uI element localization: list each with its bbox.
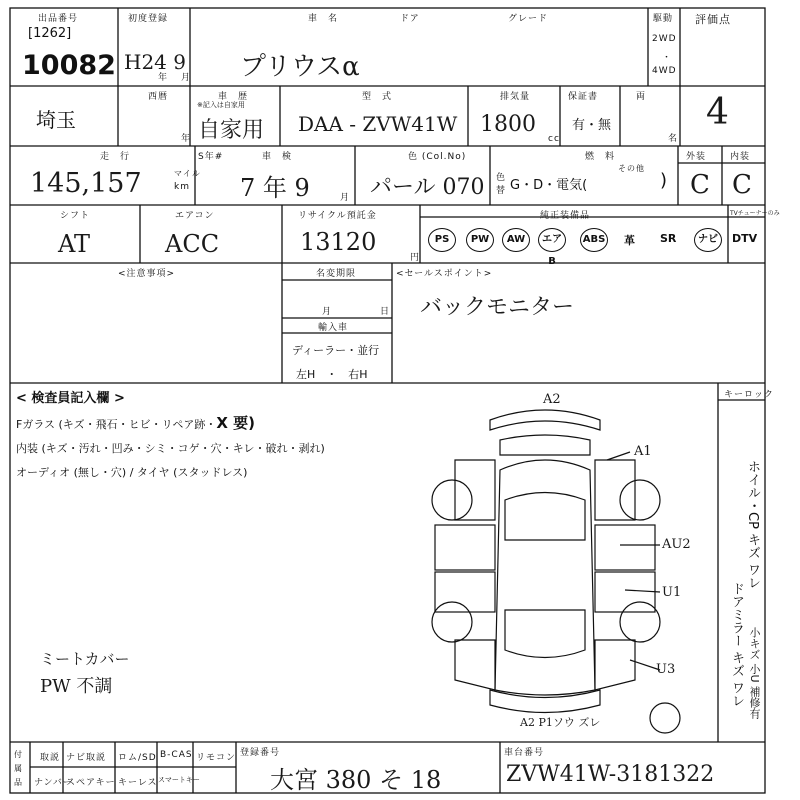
mileage-label: 走 行 [100, 152, 131, 162]
mark-right-top: A1 [634, 444, 652, 459]
handnote-2: PW 不調 [40, 676, 113, 697]
plate-value: 大宮 380 そ 18 [270, 766, 442, 794]
ac-label: エアコン [175, 211, 215, 221]
grade-label: グレード [508, 14, 549, 24]
equip-leather: 革 [624, 234, 635, 247]
plate-label: 登録番号 [240, 748, 281, 758]
history-value: 自家用 [198, 118, 265, 143]
month-unit: 月 [181, 73, 192, 83]
opt-remote: リモコン [196, 753, 237, 763]
import-label: 輸入車 [318, 323, 349, 333]
color-change: 色替 [496, 173, 507, 196]
accessory-label: 付属品 [14, 750, 22, 787]
displacement-label: 排気量 [500, 92, 531, 102]
inspect-label: 車 検 [262, 152, 293, 162]
fuel-other-label: その他 [618, 164, 645, 173]
side-text-3: 小キズ 小U 補修有 [748, 626, 761, 720]
handle-line: 左H ・ 右H [296, 368, 368, 381]
ryo-label: 両 [636, 92, 647, 102]
km-unit: km [174, 182, 190, 192]
year-mark: 年 [181, 134, 192, 144]
car-name-value: プリウスα [240, 52, 360, 82]
color-value: パール 070 [370, 175, 485, 200]
lot-label: 出品番号 [38, 14, 79, 24]
mark-bottom: A2 P1ソウ ズレ [520, 716, 601, 729]
inspection-title: < 検査員記入欄 > [16, 391, 125, 406]
lot-number: 10082 [22, 50, 116, 81]
drive-4wd: 4WD [652, 66, 677, 76]
lot-sub: [1262] [28, 26, 72, 41]
door-label: ドア [400, 14, 420, 24]
cc-unit: cc [548, 134, 560, 144]
sales-value: バックモニター [420, 295, 575, 320]
rating-value: 4 [706, 92, 729, 133]
opt-smart-key: スマートキー [158, 776, 200, 784]
expiry-day: 日 [380, 307, 391, 317]
opt-navi-manual: ナビ取説 [66, 753, 107, 763]
keylock-label: キーロック [724, 390, 774, 400]
ac-value: ACC [165, 230, 220, 258]
glass-text: Fガラス (キズ・飛石・ヒビ・リペア跡・ [16, 418, 217, 431]
equip-sr: SR [660, 232, 677, 245]
equip-dtv: DTV [732, 232, 758, 245]
opt-manual: 取説 [40, 753, 61, 763]
mark-top: A2 [543, 392, 561, 407]
glass-line [16, 412, 255, 433]
chassis-label: 車台番号 [504, 748, 545, 758]
equip-aw: AW [502, 228, 530, 252]
drive-dot: ・ [662, 53, 673, 63]
region: 埼玉 [36, 108, 76, 132]
drive-label: 駆動 [653, 14, 674, 24]
equip-label: 純正装備品 [540, 211, 591, 221]
int-value: C [732, 170, 752, 200]
name-mark: 名 [668, 134, 679, 144]
opt-bcas: B-CAS [160, 750, 193, 760]
rating-label: 評価点 [695, 13, 731, 26]
color-label: 色 (Col.No) [408, 152, 467, 162]
inspect-value: 7 年 9 [240, 174, 310, 202]
reg-note: ※記入は自家用 [197, 101, 245, 109]
inspect-month: 月 [340, 193, 351, 203]
shift-value: AT [58, 230, 91, 258]
west-label: 西暦 [148, 92, 169, 102]
mark-right-mid: AU2 [662, 537, 691, 552]
notes-label: <注意事項> [118, 269, 176, 279]
mark-right-bottom: U3 [656, 662, 676, 677]
expiry-month: 月 [322, 307, 333, 317]
expiry-label: 名変期限 [316, 269, 357, 279]
side-text-1: ホイル・CP キズ ワレ [745, 460, 760, 590]
first-reg-value: H24 9 [124, 50, 186, 74]
s-label: S年# [198, 152, 224, 162]
car-name-label: 車 名 [308, 14, 339, 24]
equip-pw: PW [466, 228, 494, 252]
equip-abs: ABS [580, 228, 608, 252]
model-label: 型 式 [362, 92, 393, 102]
interior-line: 内装 (キズ・汚れ・凹み・シミ・コゲ・穴・キレ・破れ・剥れ) [16, 442, 325, 455]
first-reg-label: 初度登録 [128, 14, 169, 24]
warranty-label: 保証書 [568, 92, 599, 102]
sales-label: <セールスポイント> [396, 269, 493, 279]
opt-rom-sd: ロム/SD [118, 753, 157, 763]
fuel-label: 燃 料 [585, 152, 616, 162]
opt-spare-key: スペアキー [66, 778, 116, 788]
mileage-value: 145,157 [30, 168, 142, 199]
equip-navi: ナビ [694, 228, 722, 252]
history-label: 車 歴 [218, 92, 249, 102]
side-text-2: ドアミラー キズ ワレ [729, 582, 744, 708]
ext-label: 外装 [686, 152, 707, 162]
displacement-value: 1800 [480, 112, 536, 137]
equip-ps: PS [428, 228, 456, 252]
shift-label: シフト [60, 211, 91, 221]
yen-unit: 円 [410, 253, 421, 263]
ext-value: C [690, 170, 710, 200]
audio-line: オーディオ (無し・穴) / タイヤ (スタッドレス) [16, 466, 248, 479]
dealer-line: ディーラー・並行 [292, 344, 380, 357]
int-label: 内装 [730, 152, 751, 162]
tv-label: TVチューナーのみ [730, 210, 780, 217]
drive-2wd: 2WD [652, 34, 677, 44]
mile-unit: マイル [174, 169, 201, 178]
mark-right-low: U1 [662, 585, 682, 600]
equip-airbag: エアB [538, 228, 566, 252]
year-unit: 年 [158, 73, 169, 83]
opt-keyless: キーレス [118, 778, 158, 788]
opt-number: ナンバー [34, 778, 73, 788]
handnote-1: ミートカバー [40, 650, 130, 668]
glass-x: X 要) [216, 414, 256, 432]
chassis-value: ZVW41W-3181322 [506, 762, 715, 787]
recycle-value: 13120 [300, 228, 377, 256]
warranty-value: 有・無 [572, 118, 612, 133]
fuel-close: ) [660, 170, 668, 191]
fuel-opts: G・D・電気( [510, 178, 588, 193]
model-value: DAA - ZVW41W [298, 112, 458, 136]
recycle-label: リサイクル預託金 [298, 211, 377, 221]
